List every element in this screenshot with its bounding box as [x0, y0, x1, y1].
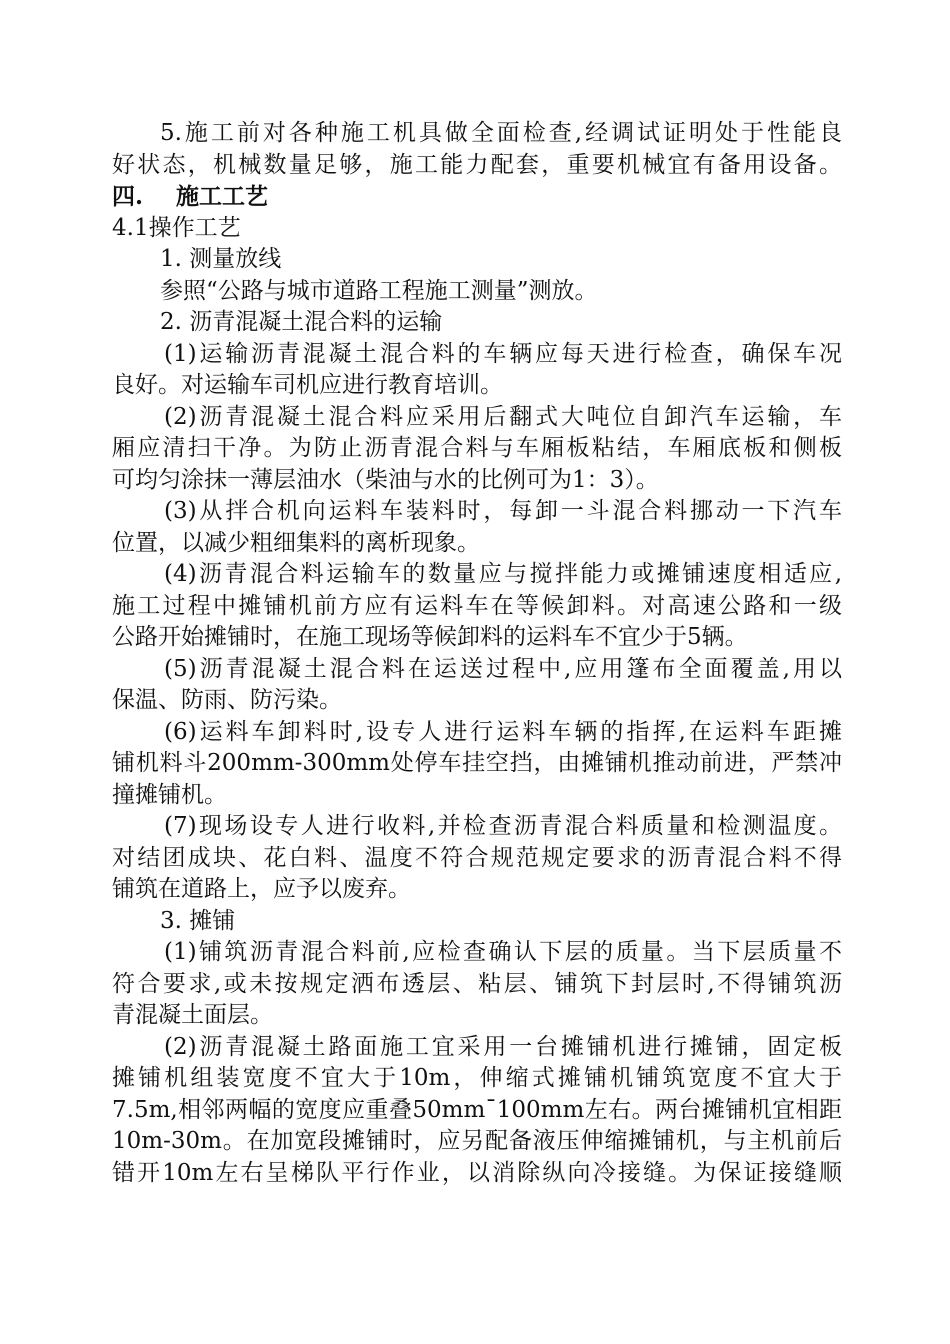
- paragraph-line: (1)运输沥青混凝土混合料的车辆应每天进行检查，确保车况: [164, 340, 842, 367]
- paragraph-line: 10m-30m。在加宽段摊铺时，应另配备液压伸缩摊铺机，与主机前后: [112, 1128, 842, 1154]
- paragraph-line: 好状态，机械数量足够，施工能力配套，重要机械宜有备用设备。: [112, 151, 842, 178]
- paragraph-line: 铺机料斗200mm-300mm处停车挂空挡，由摊铺机推动前进，严禁冲: [112, 750, 842, 776]
- paragraph-line: 可均匀涂抹一薄层油水（柴油与水的比例可为1：3）。: [112, 466, 659, 493]
- item-title: 2. 沥青混凝土混合料的运输: [160, 309, 443, 335]
- paragraph-line: (7)现场设专人进行收料,并检查沥青混合料质量和检测温度。: [164, 813, 842, 839]
- paragraph-line: 7.5m,相邻两幅的宽度应重叠50mm¯100mm左右。两台摊铺机宜相距: [112, 1096, 842, 1123]
- paragraph-line: (6)运料车卸料时,设专人进行运料车辆的指挥,在运料车距摊: [164, 718, 842, 745]
- paragraph-line: 对结团成块、花白料、温度不符合规范规定要求的沥青混合料不得: [112, 844, 842, 871]
- paragraph-line: (4)沥青混合料运输车的数量应与搅拌能力或摊铺速度相适应,: [164, 561, 842, 587]
- section-heading: [112, 181, 842, 213]
- paragraph-line: 厢应清扫干净。为防止沥青混合料与车厢板粘结，车厢底板和侧板: [112, 435, 842, 461]
- subsection-title: 4.1操作工艺: [112, 214, 241, 241]
- paragraph-line: 符合要求,或未按规定洒布透层、粘层、铺筑下封层时,不得铺筑沥: [112, 970, 842, 997]
- paragraph-line: (2)沥青混凝土路面施工宜采用一台摊铺机进行摊铺，固定板: [164, 1033, 842, 1060]
- paragraph-line: (2)沥青混凝土混合料应采用后翻式大吨位自卸汽车运输，车: [164, 403, 842, 430]
- paragraph-line: 撞摊铺机。: [112, 781, 227, 808]
- paragraph-line: 参照“公路与城市道路工程施工测量”测放。: [160, 277, 598, 304]
- item-title: 1. 测量放线: [160, 246, 282, 272]
- paragraph-line: 铺筑在道路上，应予以废弃。: [112, 876, 411, 902]
- section-heading-title: 施工工艺: [176, 183, 268, 210]
- section-heading-number: 四.: [112, 183, 144, 210]
- document-page: [112, 118, 842, 1189]
- paragraph-line: (5)沥青混凝土混合料在运送过程中,应用篷布全面覆盖,用以: [164, 655, 842, 682]
- paragraph-line: 青混凝土面层。: [112, 1002, 273, 1028]
- paragraph-line: 5.施工前对各种施工机具做全面检查,经调试证明处于性能良: [160, 120, 842, 146]
- paragraph-line: 错开10m左右呈梯队平行作业，以消除纵向冷接缝。为保证接缝顺: [112, 1159, 842, 1186]
- paragraph-line: 公路开始摊铺时，在施工现场等候卸料的运料车不宜少于5辆。: [112, 624, 748, 650]
- paragraph-line: 摊铺机组装宽度不宜大于10m，伸缩式摊铺机铺筑宽度不宜大于: [112, 1065, 842, 1091]
- item-title: 3. 摊铺: [160, 907, 236, 934]
- paragraph-line: 位置，以减少粗细集料的离析现象。: [112, 529, 480, 556]
- paragraph-line: 良好。对运输车司机应进行教育培训。: [112, 372, 503, 398]
- paragraph-line: (3)从拌合机向运料车装料时，每卸一斗混合料挪动一下汽车: [164, 498, 842, 524]
- paragraph-line: 施工过程中摊铺机前方应有运料车在等候卸料。对高速公路和一级: [112, 592, 842, 619]
- paragraph-line: 保温、防雨、防污染。: [112, 687, 342, 713]
- paragraph-line: (1)铺筑沥青混合料前,应检查确认下层的质量。当下层质量不: [164, 939, 842, 965]
